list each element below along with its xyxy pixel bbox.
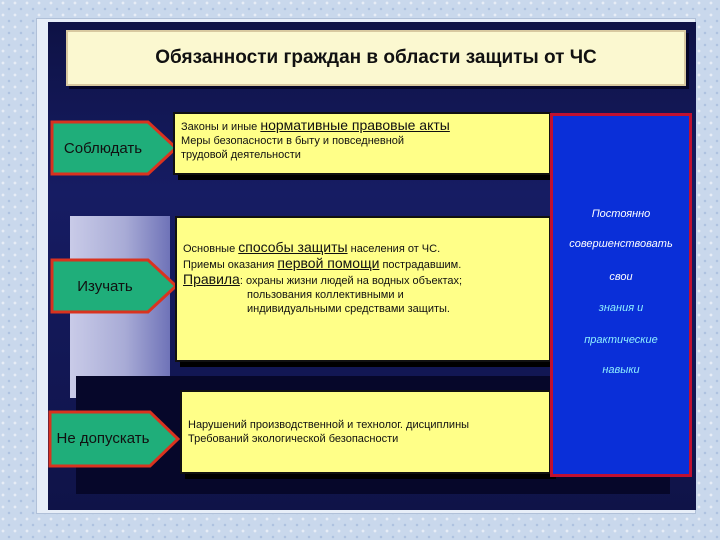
text-fragment: : охраны жизни людей на водных объектах; — [239, 275, 463, 287]
content-box-observe — [173, 112, 551, 175]
side-text: свои — [609, 271, 633, 283]
text-fragment: населения от ЧС. — [347, 243, 441, 255]
text-fragment: Законы и иные — [181, 121, 261, 133]
side-text: Постоянно — [591, 208, 651, 220]
content-box-prevent — [180, 390, 551, 474]
action-arrow-observe — [50, 120, 178, 176]
emphasis-text: Правила — [183, 271, 240, 287]
box-line: Меры безопасности в быту и повседневной — [181, 135, 405, 147]
box-line — [181, 118, 543, 134]
box-line: индивидуальными средствами защиты. — [247, 303, 450, 315]
emphasis-text: первой помощи — [277, 255, 380, 271]
box-line: трудовой деятельности — [181, 149, 301, 161]
title-banner — [66, 30, 686, 86]
action-arrow-prevent — [48, 410, 180, 466]
side-text: знания и — [598, 302, 644, 314]
side-text: совершенствовать — [569, 238, 673, 250]
text-fragment: пострадавшим. — [379, 259, 462, 271]
side-text: навыки — [602, 364, 640, 376]
action-label: Соблюдать — [63, 139, 143, 157]
box-line: Требований экологической безопасности — [188, 433, 399, 445]
box-line — [183, 272, 543, 288]
action-arrow-study — [50, 258, 178, 314]
page-title: Обязанности граждан в области защиты от ЧС — [155, 47, 597, 68]
side-panel — [550, 113, 692, 477]
action-label: Не допускать — [56, 429, 150, 447]
box-line: Нарушений производственной и технолог. дисциплины — [188, 419, 470, 431]
text-fragment: Приемы оказания — [183, 259, 278, 271]
action-label: Изучать — [77, 277, 133, 295]
box-line — [183, 256, 543, 272]
side-text: практические — [584, 334, 658, 346]
emphasis-text: способы защиты — [238, 239, 348, 255]
content-box-study — [175, 216, 551, 362]
emphasis-text: нормативные правовые акты — [260, 117, 450, 133]
text-fragment: Основные — [183, 243, 239, 255]
box-line: пользования коллективными и — [247, 289, 404, 301]
box-line — [183, 240, 543, 256]
